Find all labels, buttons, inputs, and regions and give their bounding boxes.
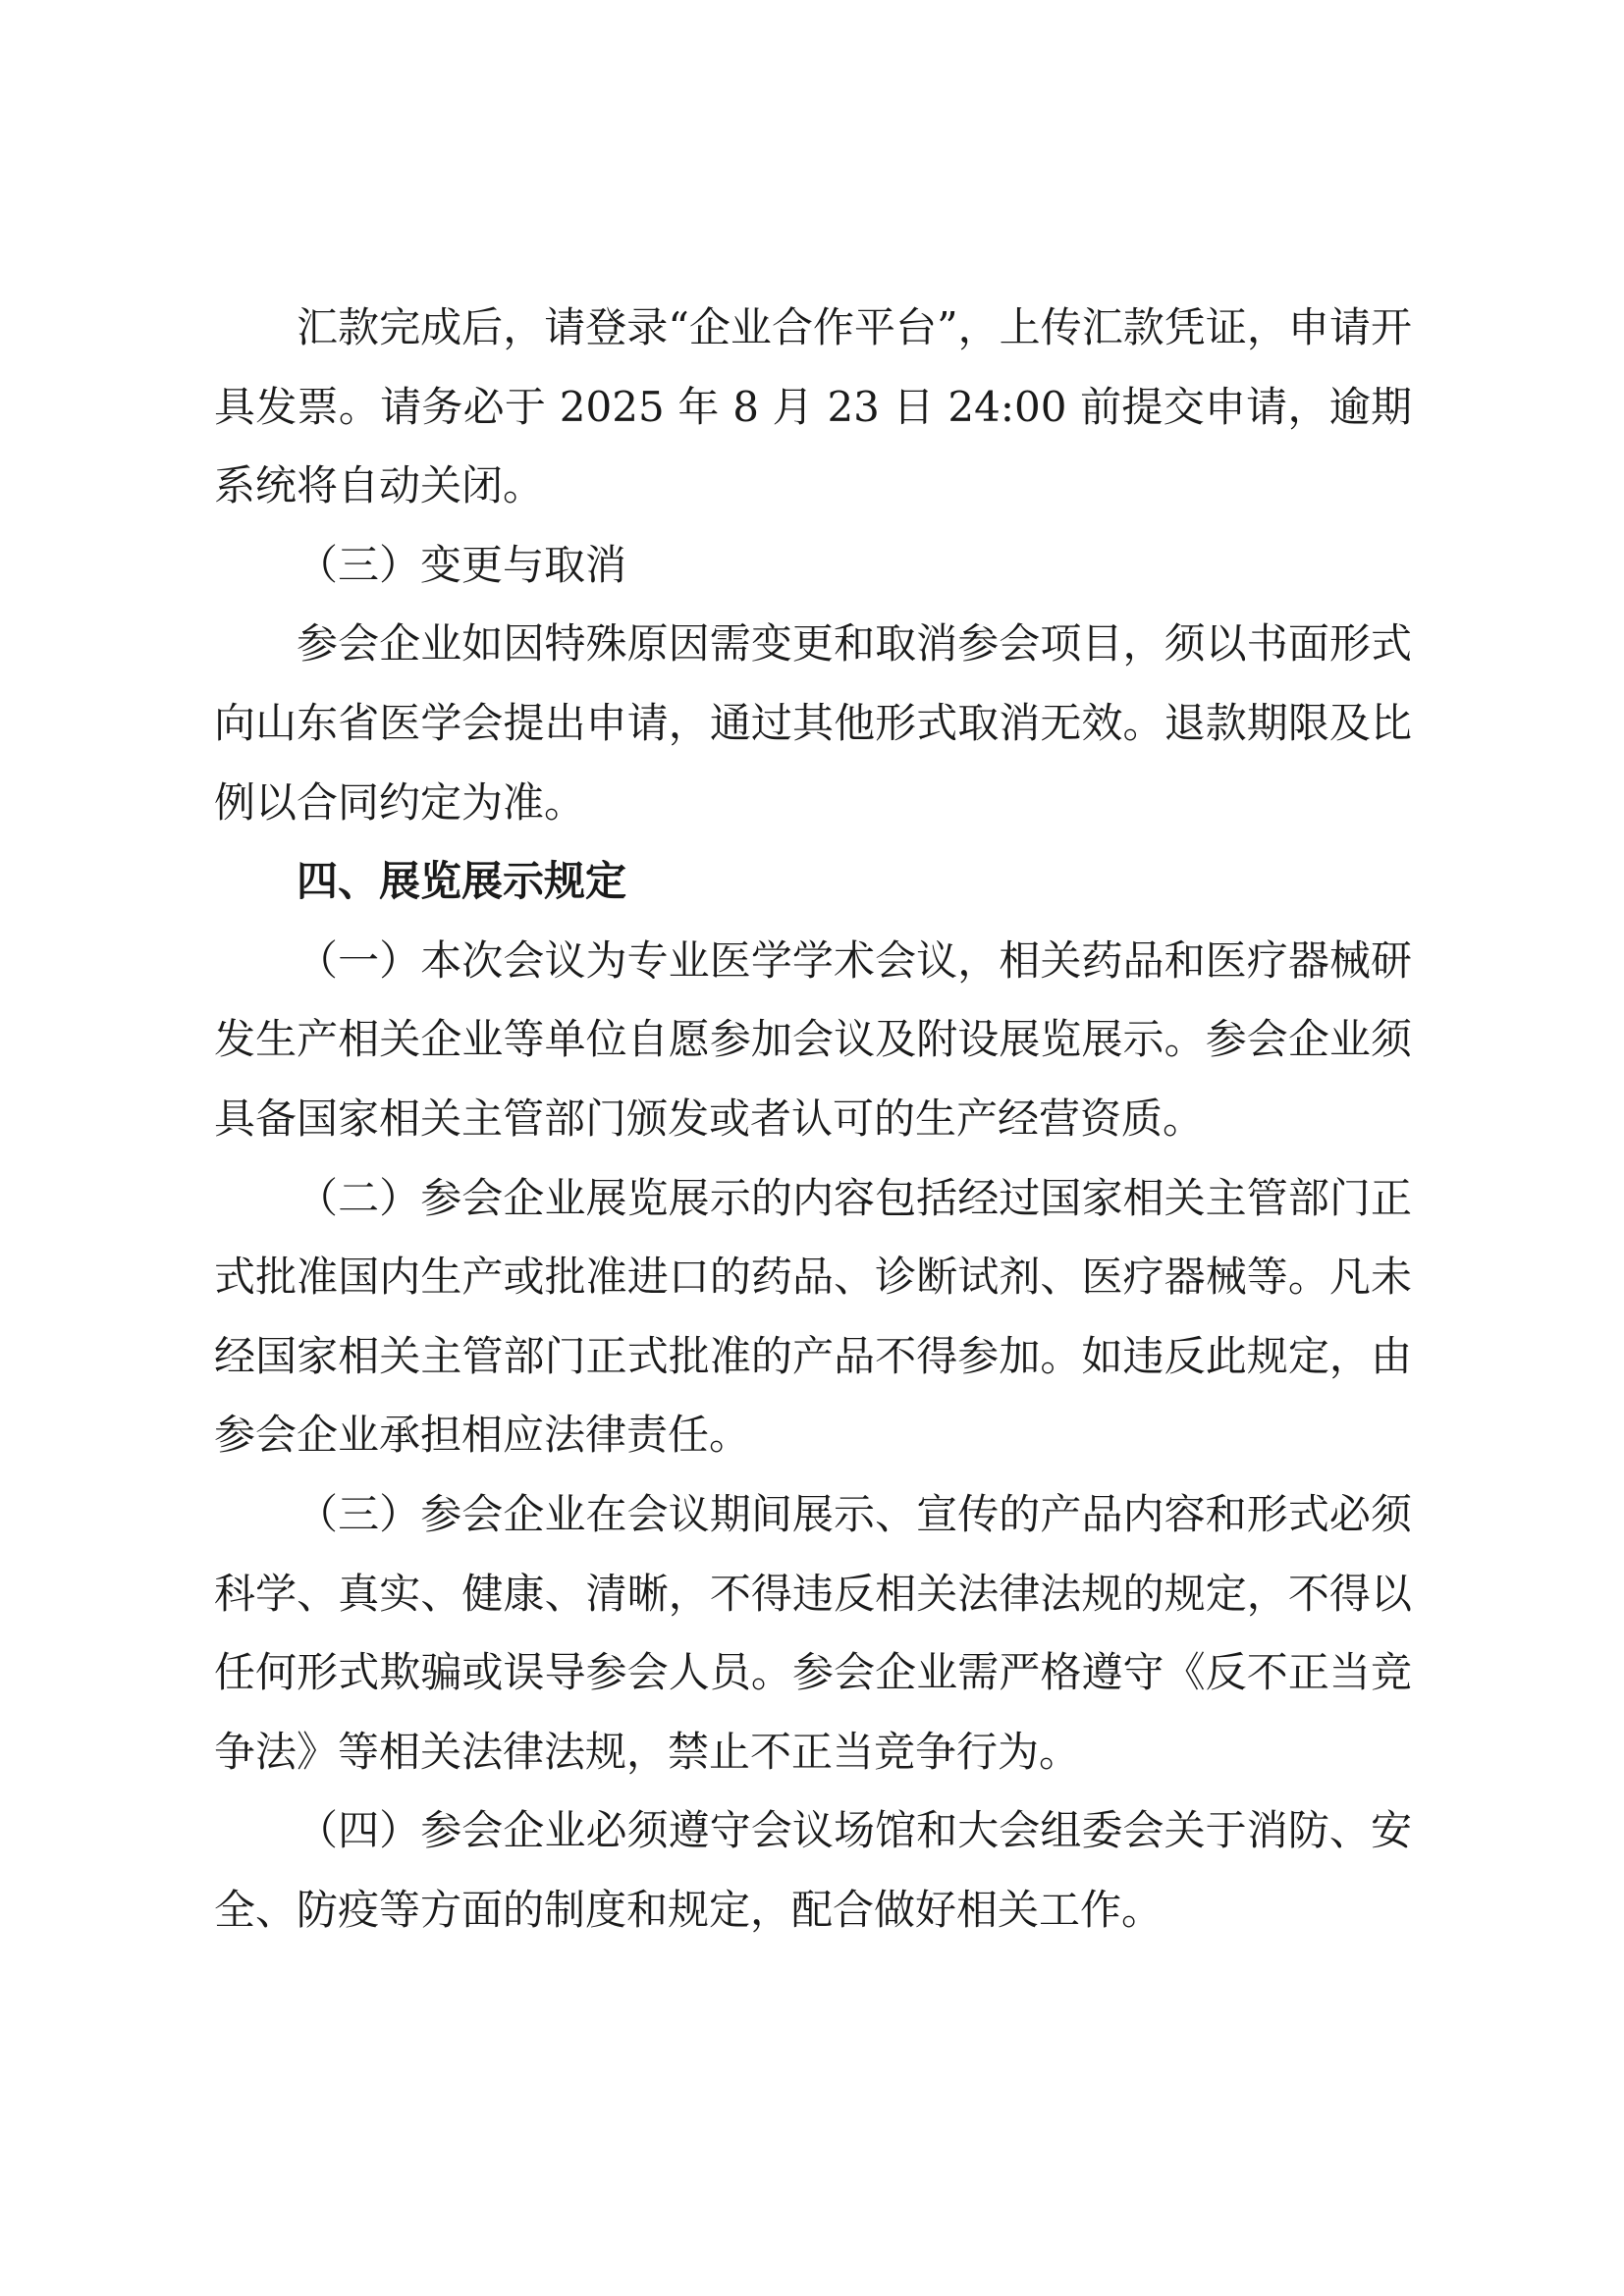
paragraph-remittance: 汇款完成后，请登录“企业合作平台”，上传汇款凭证，申请开具发票。请务必于 2025 年 8 月 23 日 24:00 前提交申请，逾期系统将自动关闭。 — [214, 303, 1412, 510]
section-heading-exhibition: 四、展览展示规定 — [297, 857, 627, 906]
paragraph-exhibition-2: （二）参会企业展览展示的内容包括经过国家相关主管部门正式批准国内生产或批准进口的药品、诊断试剂、医疗器械等。凡未经国家相关主管部门正式批准的产品不得参加。如违反此规定，由参会企业承担相应法律责任。 — [214, 1173, 1412, 1460]
paragraph-exhibition-1: （一）本次会议为专业医学学术会议，相关药品和医疗器械研发生产相关企业等单位自愿参加会议及附设展览展示。参会企业须具备国家相关主管部门颁发或者认可的生产经营资质。 — [214, 935, 1412, 1143]
paragraph-change-cancel: 参会企业如因特殊原因需变更和取消参会项目，须以书面形式向山东省医学会提出申请，通过其他形式取消无效。退款期限及比例以合同约定为准。 — [214, 619, 1412, 827]
paragraph-exhibition-4: （四）参会企业必须遵守会议场馆和大会组委会关于消防、安全、防疫等方面的制度和规定，配合做好相关工作。 — [214, 1806, 1412, 1934]
paragraph-exhibition-3: （三）参会企业在会议期间展示、宣传的产品内容和形式必须科学、真实、健康、清晰，不得违反相关法律法规的规定，不得以任何形式欺骗或误导参会人员。参会企业需严格遵守《反不正当竞争法》等相关法律法规，禁止不正当竞争行为。 — [214, 1489, 1412, 1776]
subheading-change-cancel: （三）变更与取消 — [297, 540, 627, 589]
document-body — [214, 289, 1412, 1949]
